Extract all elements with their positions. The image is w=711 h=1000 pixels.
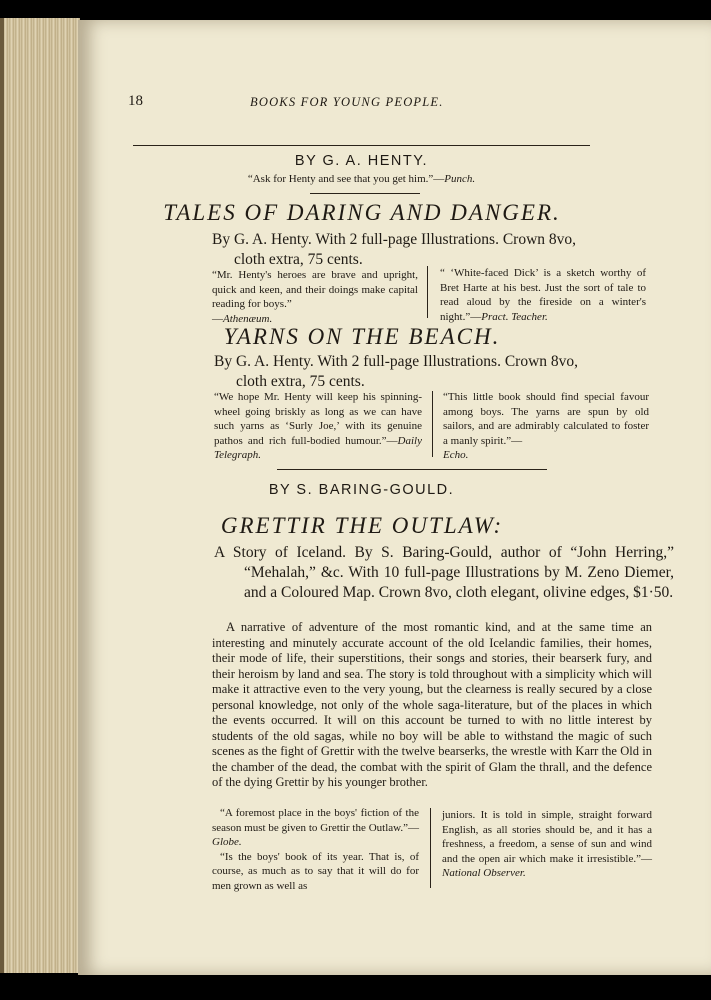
book2-review-left: “We hope Mr. Henty will keep his spinning-wheel going briskly as long as we can have such yarns as ‘Surly Joe,’ with its genuine pathos and rich full-bodied humour.”—Daily Telegraph. (214, 391, 422, 461)
book-page-edges (0, 18, 80, 973)
column-divider (430, 808, 431, 888)
book3-review-left: “A foremost place in the boys' fiction of the season must be given to Grettir the Outlaw.”—Globe. “Is the boys' book of its year. That is, of course, as much as to say that it will do for men grown as well as (212, 807, 419, 892)
page-number: 18 (128, 93, 143, 109)
book-title-tales-of-daring: TALES OF DARING AND DANGER. (163, 200, 561, 225)
author-heading-baring-gould: BY S. BARING-GOULD. (268, 482, 455, 498)
book-title-grettir: GRETTIR THE OUTLAW: (220, 513, 504, 538)
column-divider (432, 391, 433, 457)
book3-review-right: juniors. It is told in simple, straight forward English, as all stories should be, and it has a freshness, a freedom, a sense of sun and wind and the open air which make it irresistible.”—National Observer. (442, 809, 652, 879)
book1-review-left: “Mr. Henty's heroes are brave and upright, quick and keen, and their doings make capital reading for boys.” —Athenæum. (212, 269, 418, 325)
book3-description: A narrative of adventure of the most romantic kind, and at the same time an interesting and minutely accurate account of the old Icelandic families, their homes, their mode of life, their superstitions, their songs and stories, their bearserk fury, and their heroism by land and sea. The story is told throughout with a simplicity which will make it attractive even to the very young, but the clearness is really secured by a close personal knowledge, not only of the whole saga-literature, but of the places in which the events occurred. It will on this account be turned to with no little interest by students of the old sagas, while no boy will be able to withstand the magic of such scenes as the fight of Grettir with the twelve bearserks, the wrestle with Karr the Old in the chamber of the dead, the combat with the spirit of Glam the thrall, and the defence of the dying Grettir by his younger brother. (212, 620, 652, 789)
author-heading-henty: BY G. A. HENTY. (294, 153, 429, 169)
section-rule (277, 469, 547, 470)
book-title-yarns-on-the-beach: YARNS ON THE BEACH. (223, 324, 501, 349)
book1-review-right: “ ‘White-faced Dick’ is a sketch worthy of Bret Harte at his best. Just the sort of tale to read aloud by the fireside on a winter's night.”—Pract. Teacher. (440, 267, 646, 323)
henty-quote: “Ask for Henty and see that you get him.”—Punch. (247, 173, 476, 185)
book2-price: cloth extra, 75 cents. (236, 373, 365, 390)
book1-price: cloth extra, 75 cents. (234, 251, 363, 268)
book3-byline: A Story of Iceland. By S. Baring-Gould, author of “John Herring,” “Mehalah,” &c. With 10 full-page Illustrations by M. Zeno Diemer, and a Coloured Map. Crown 8vo, cloth elegant, olivine edges, $1·50. (214, 544, 674, 601)
short-rule (310, 193, 420, 194)
column-divider (427, 266, 428, 318)
running-title: BOOKS FOR YOUNG PEOPLE. (250, 95, 444, 109)
header-rule (133, 145, 590, 146)
book2-byline: By G. A. Henty. With 2 full-page Illustrations. Crown 8vo, (214, 353, 579, 370)
book2-review-right: “This little book should find special favour among boys. The yarns are spun by old sailors, and are admirably calculated to foster a manly spirit.”— Echo. (443, 391, 649, 461)
book1-byline: By G. A. Henty. With 2 full-page Illustrations. Crown 8vo, (212, 231, 577, 248)
